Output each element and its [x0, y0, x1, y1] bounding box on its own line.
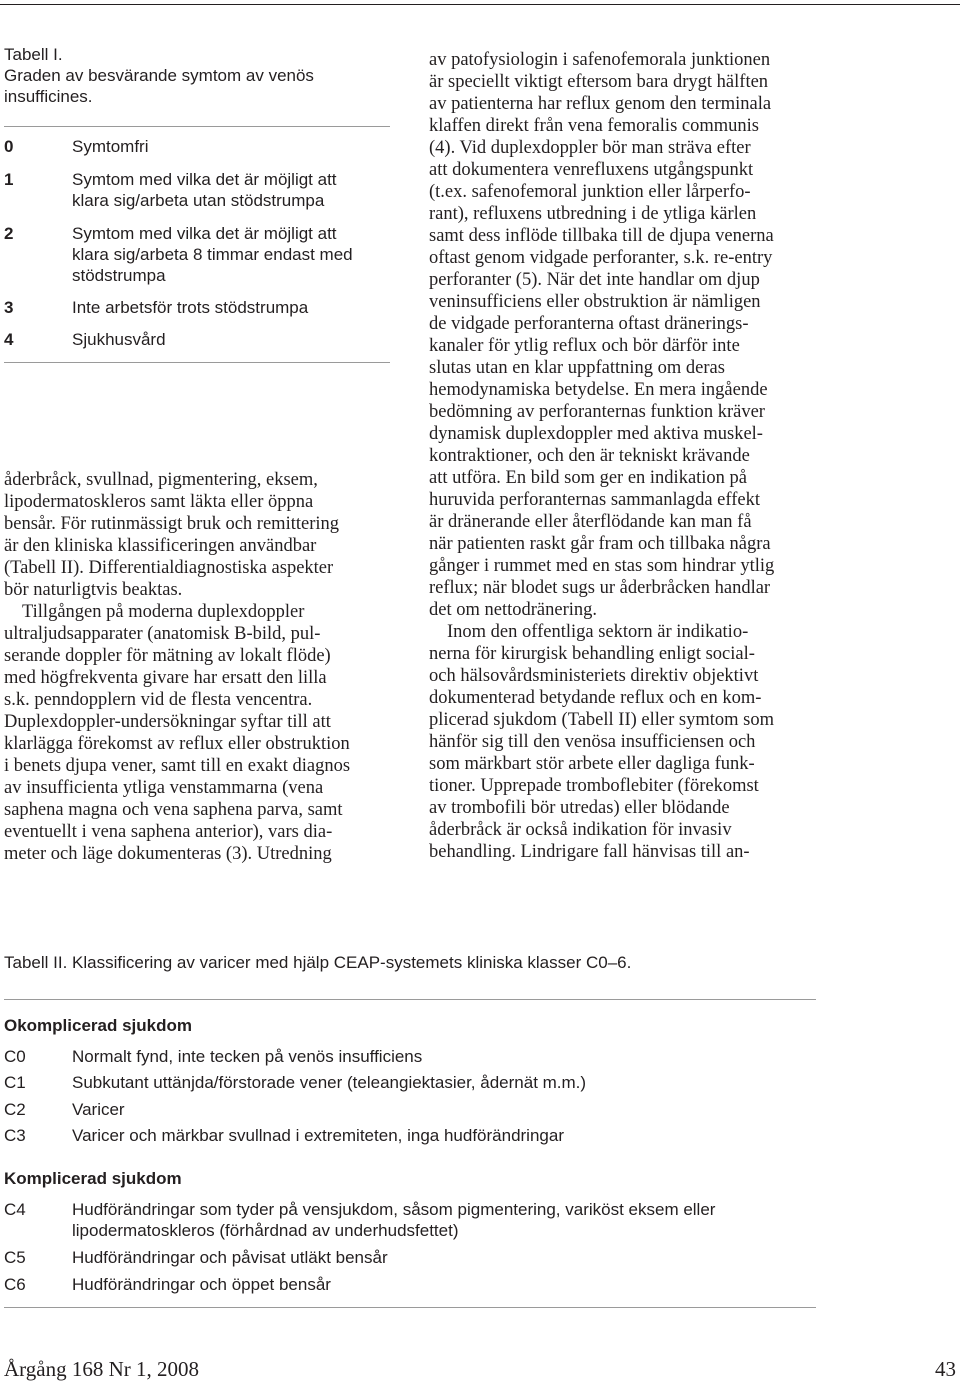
table-1-description-line: Inte arbetsför trots stödstrumpa — [72, 298, 309, 317]
text-line: (t.ex. safenofemoral junktion eller lårperfo- — [429, 182, 751, 202]
table-2-class-code: C5 — [4, 1248, 26, 1267]
text-line: Duplexdoppler-undersökningar syftar till att — [4, 712, 331, 732]
table-2-description-line: Hudförändringar som tyder på vensjukdom, såsom pigmentering, variköst eksem eller — [72, 1200, 716, 1219]
text-line: är den kliniska klassificeringen användbar — [4, 536, 317, 556]
text-line: som märkbart stör arbete eller dagliga funk- — [429, 754, 755, 774]
text-line: plicerad sjukdom (Tabell II) eller symtom som — [429, 710, 774, 730]
text-line: är dränerande eller återflödande kan man få — [429, 512, 752, 532]
text-line: att utföra. En bild som ger en indikation på — [429, 468, 748, 488]
table-2-class-description — [72, 1072, 816, 1093]
text-line: (4). Vid duplexdoppler bör man sträva efter — [429, 138, 751, 158]
text-line: av patofysiologin i safenofemorala junktionen — [429, 50, 771, 70]
table-1-description — [72, 136, 390, 157]
table-2-class-code: C2 — [4, 1100, 26, 1119]
table-2-group-heading: Komplicerad sjukdom — [4, 1169, 182, 1188]
text-line: hänför sig till den venösa insufficiensen och — [429, 732, 756, 752]
text-line: bedömning av perforanternas funktion kräver — [429, 402, 765, 422]
table-1-description-line: Symtom med vilka det är möjligt att — [72, 170, 337, 189]
text-line: av insufficienta ytliga venstammarna (vena — [4, 778, 324, 798]
text-line: kanaler för ytlig reflux och bör därför inte — [429, 336, 740, 356]
text-line: när patienten raskt går fram och tillbaka några — [429, 534, 771, 554]
text-line: åderbråck, svullnad, pigmentering, eksem, — [4, 470, 318, 490]
table-1-bottom-rule — [4, 362, 390, 363]
table-1-description-line: klara sig/arbeta 8 timmar endast med — [72, 245, 353, 264]
table-2-group-heading: Okomplicerad sjukdom — [4, 1016, 192, 1035]
table-2-top-rule — [4, 999, 816, 1000]
text-line: klaffen direkt från vena femoralis communis — [429, 116, 759, 136]
text-line: av trombofili bör utredas) eller blödande — [429, 798, 730, 818]
text-line: Tillgången på moderna duplexdoppler — [22, 602, 305, 622]
page-number: 43 — [935, 1357, 956, 1381]
table-2-description-line: Hudförändringar och öppet bensår — [72, 1275, 331, 1294]
table-1-description-line: Sjukhusvård — [72, 330, 166, 349]
text-line: dokumenterad betydande reflux och en kom- — [429, 688, 762, 708]
table-1-description-line: stödstrumpa — [72, 266, 166, 285]
table-1-caption-line: Tabell I. — [4, 45, 63, 64]
text-line: reflux; när blodet sugs ur åderbråcken handlar — [429, 578, 771, 598]
text-line: kontraktioner, och den är tekniskt krävande — [429, 446, 750, 466]
table-2-bottom-rule — [4, 1307, 816, 1308]
table-2-class-code: C4 — [4, 1200, 26, 1219]
text-line: gånger i rummet med en stas som hindrar ytlig — [429, 556, 775, 576]
table-1-grade: 2 — [4, 224, 14, 243]
text-line: s.k. penndopplern vid de flesta vencentra. — [4, 690, 313, 710]
table-1-grade: 4 — [4, 330, 14, 349]
top-rule — [0, 4, 960, 5]
text-line: åderbråck är också indikation för invasiv — [429, 820, 732, 840]
text-line: saphena magna och vena saphena parva, samt — [4, 800, 343, 820]
table-2-class-description — [72, 1125, 816, 1146]
table-1-description-line: klara sig/arbeta utan stödstrumpa — [72, 191, 325, 210]
text-line: lipodermatoskleros samt läkta eller öppna — [4, 492, 314, 512]
text-line: i benets djupa vener, samt till en exakt diagnos — [4, 756, 351, 776]
text-line: slutas utan en klar uppfattning om deras — [429, 358, 725, 378]
left-column-text — [4, 469, 394, 865]
table-1-caption-line: insufficines. — [4, 87, 93, 106]
text-line: samt dess inflöde tillbaka till de djupa venerna — [429, 226, 774, 246]
table-2-caption: Tabell II. Klassificering av varicer med hjälp CEAP-systemets kliniska klasser C0–6. — [4, 953, 632, 972]
text-line: bör naturligtvis beaktas. — [4, 580, 183, 600]
text-line: nerna för kirurgisk behandling enligt social- — [429, 644, 755, 664]
table-1-grade: 1 — [4, 170, 14, 189]
text-line: Inom den offentliga sektorn är indikatio- — [447, 622, 749, 642]
text-line: av patienterna har reflux genom den terminala — [429, 94, 772, 114]
table-1-description-line: Symtomfri — [72, 137, 149, 156]
text-line: tioner. Upprepade tromboflebiter (förekomst — [429, 776, 759, 796]
table-2-class-code: C1 — [4, 1073, 26, 1092]
table-2-class-code: C3 — [4, 1126, 26, 1145]
table-2-class-description — [72, 1046, 816, 1067]
table-2-class-code: C0 — [4, 1047, 26, 1066]
table-2-description-line: Normalt fynd, inte tecken på venös insufficiens — [72, 1047, 423, 1066]
table-2-class-description — [72, 1247, 816, 1268]
text-line: hemodynamiska betydelse. En mera ingående — [429, 380, 768, 400]
table-1-top-rule — [4, 126, 390, 127]
table-1-grade: 3 — [4, 298, 14, 317]
table-2-class-description — [72, 1099, 816, 1120]
table-2-description-line: Subkutant uttänjda/förstorade vener (teleangiektasier, ådernät m.m.) — [72, 1073, 587, 1092]
table-2-class-description — [72, 1274, 816, 1295]
table-1-caption-line: Graden av besvärande symtom av venös — [4, 66, 314, 85]
text-line: det om nettodränering. — [429, 600, 597, 620]
text-line: huruvida perforanternas sammanlagda effekt — [429, 490, 760, 510]
table-1-description — [72, 297, 390, 318]
text-line: att dokumentera venrefluxens utgångspunkt — [429, 160, 754, 180]
text-line: perforanter (5). När det inte handlar om djup — [429, 270, 760, 290]
text-line: dynamisk duplexdoppler med aktiva muskel- — [429, 424, 763, 444]
text-line: serande doppler för mätning av lokalt flöde) — [4, 646, 331, 666]
text-line: eventuellt i vena saphena anterior), vars dia- — [4, 822, 333, 842]
table-1-description — [72, 223, 390, 286]
text-line: och hälsovårdsministeriets direktiv objektivt — [429, 666, 759, 686]
text-line: (Tabell II). Differentialdiagnostiska aspekter — [4, 558, 334, 578]
text-line: klarlägga förekomst av reflux eller obstruktion — [4, 734, 350, 754]
right-column-text — [429, 49, 819, 863]
text-line: med högfrekventa givare har ersatt den lilla — [4, 668, 327, 688]
table-1-description — [72, 169, 390, 211]
text-line: ultraljudsapparater (anatomisk B-bild, pul- — [4, 624, 321, 644]
table-2-description-line: Varicer — [72, 1100, 125, 1119]
text-line: är speciellt viktigt eftersom bara drygt hälften — [429, 72, 769, 92]
table-2-description-line: Hudförändringar och påvisat utläkt bensår — [72, 1248, 388, 1267]
text-line: oftast genom vidgade perforanter, s.k. re-entry — [429, 248, 773, 268]
text-line: bensår. För rutinmässigt bruk och remittering — [4, 514, 339, 534]
text-line: veninsufficiens eller obstruktion är nämligen — [429, 292, 761, 312]
table-1-description — [72, 329, 390, 350]
text-line: behandling. Lindrigare fall hänvisas till an- — [429, 842, 750, 862]
table-2-class-description — [72, 1199, 816, 1241]
table-1 — [4, 44, 390, 349]
table-2-description-line: lipodermatoskleros (förhårdnad av underhudsfettet) — [72, 1221, 459, 1240]
table-1-caption — [4, 44, 390, 107]
issue-info: Årgång 168 Nr 1, 2008 — [4, 1357, 200, 1381]
table-2-class-code: C6 — [4, 1275, 26, 1294]
text-line: rant), refluxens utbredning i de ytliga kärlen — [429, 204, 757, 224]
table-1-grade: 0 — [4, 137, 14, 156]
text-line: de vidgade perforanterna oftast dränerings- — [429, 314, 749, 334]
text-line: meter och läge dokumenteras (3). Utredning — [4, 844, 332, 864]
table-1-description-line: Symtom med vilka det är möjligt att — [72, 224, 337, 243]
table-2-description-line: Varicer och märkbar svullnad i extremiteten, inga hudförändringar — [72, 1126, 564, 1145]
